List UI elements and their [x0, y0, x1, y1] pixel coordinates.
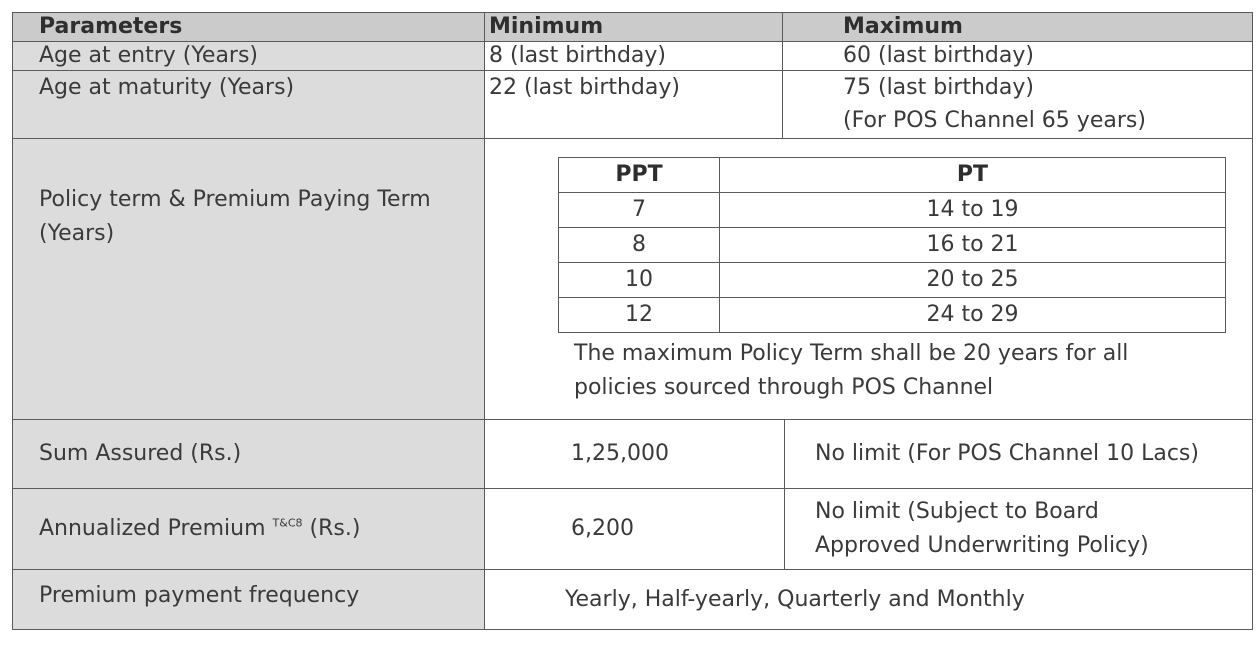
annualized-premium-min: 6,200 — [571, 516, 634, 541]
table-row-annualized-premium — [13, 489, 1253, 570]
age-entry-min-cell — [485, 42, 783, 71]
pt-cell: 24 to 29 — [720, 298, 1226, 333]
header-row — [13, 13, 1253, 42]
ppt-pt-header-row — [559, 158, 1226, 193]
age-entry-max: 60 (last birthday) — [843, 43, 1034, 68]
age-entry-label: Age at entry (Years) — [39, 43, 259, 68]
ppt-header: PPT — [559, 158, 720, 193]
sum-assured-label: Sum Assured (Rs.) — [39, 441, 242, 466]
ppt-cell: 7 — [559, 193, 720, 228]
header-minimum — [485, 13, 783, 42]
header-parameters — [13, 13, 485, 42]
frequency-value: Yearly, Half-yearly, Quarterly and Monthly — [565, 586, 1025, 612]
annualized-premium-max-line2: Approved Underwriting Policy) — [815, 533, 1149, 558]
policy-term-label-cell — [13, 139, 485, 420]
table-row — [559, 193, 1226, 228]
annualized-premium-label-wrap — [39, 512, 484, 546]
table-row-sum-assured — [13, 420, 1253, 489]
table-row-age-maturity — [13, 71, 1253, 139]
age-maturity-min: 22 (last birthday) — [489, 75, 680, 100]
annualized-premium-max-cell — [785, 489, 1252, 569]
table-row-policy-term — [13, 139, 1253, 420]
age-entry-min: 8 (last birthday) — [489, 43, 666, 68]
ppt-pt-table — [558, 157, 1226, 333]
pt-cell: 20 to 25 — [720, 263, 1226, 298]
table-row — [559, 263, 1226, 298]
annualized-premium-footnote: T&C8 — [272, 516, 303, 530]
header-maximum-label: Maximum — [843, 14, 963, 39]
pt-cell: 14 to 19 — [720, 193, 1226, 228]
table-row-age-entry — [13, 42, 1253, 71]
table-row — [559, 228, 1226, 263]
annualized-premium-label: Annualized Premium — [39, 516, 266, 541]
header-maximum — [783, 13, 1253, 42]
ppt-cell: 12 — [559, 298, 720, 333]
age-entry-label-cell — [13, 42, 485, 71]
ppt-cell: 8 — [559, 228, 720, 263]
age-maturity-max-line2: (For POS Channel 65 years) — [843, 108, 1146, 133]
ppt-cell: 10 — [559, 263, 720, 298]
sum-assured-min-cell — [485, 420, 785, 488]
age-maturity-label-cell — [13, 71, 485, 139]
table-row-frequency — [13, 570, 1253, 630]
frequency-label-cell — [13, 570, 485, 630]
header-minimum-label: Minimum — [489, 14, 604, 39]
age-maturity-label: Age at maturity (Years) — [39, 75, 295, 100]
policy-term-content-cell — [485, 139, 1253, 420]
sum-assured-max-cell — [785, 420, 1252, 488]
annualized-premium-split — [485, 489, 1252, 569]
eligibility-table — [12, 12, 1253, 630]
annualized-premium-values-cell — [485, 489, 1253, 570]
annualized-premium-unit: (Rs.) — [309, 516, 361, 541]
frequency-label: Premium payment frequency — [39, 582, 360, 608]
annualized-premium-max-line1: No limit (Subject to Board — [815, 499, 1099, 524]
sum-assured-split — [485, 420, 1252, 488]
annualized-premium-label-cell — [13, 489, 485, 570]
pt-header: PT — [720, 158, 1226, 193]
pos-term-note: The maximum Policy Term shall be 20 years for all policies sourced through POS Channel — [574, 341, 1129, 400]
sum-assured-min: 1,25,000 — [571, 441, 669, 466]
pt-cell: 16 to 21 — [720, 228, 1226, 263]
policy-term-label: Policy term & Premium Paying Term (Years) — [39, 187, 431, 246]
age-maturity-max-line1: 75 (last birthday) — [843, 75, 1034, 100]
table-row — [559, 298, 1226, 333]
sum-assured-values-cell — [485, 420, 1253, 489]
header-parameters-label: Parameters — [39, 14, 183, 39]
annualized-premium-min-cell — [485, 489, 785, 569]
age-entry-max-cell — [783, 42, 1253, 71]
sum-assured-label-cell — [13, 420, 485, 489]
age-maturity-min-cell — [485, 71, 783, 139]
sum-assured-max: No limit (For POS Channel 10 Lacs) — [815, 441, 1199, 466]
frequency-value-cell — [485, 570, 1253, 630]
age-maturity-max-cell — [783, 71, 1253, 139]
